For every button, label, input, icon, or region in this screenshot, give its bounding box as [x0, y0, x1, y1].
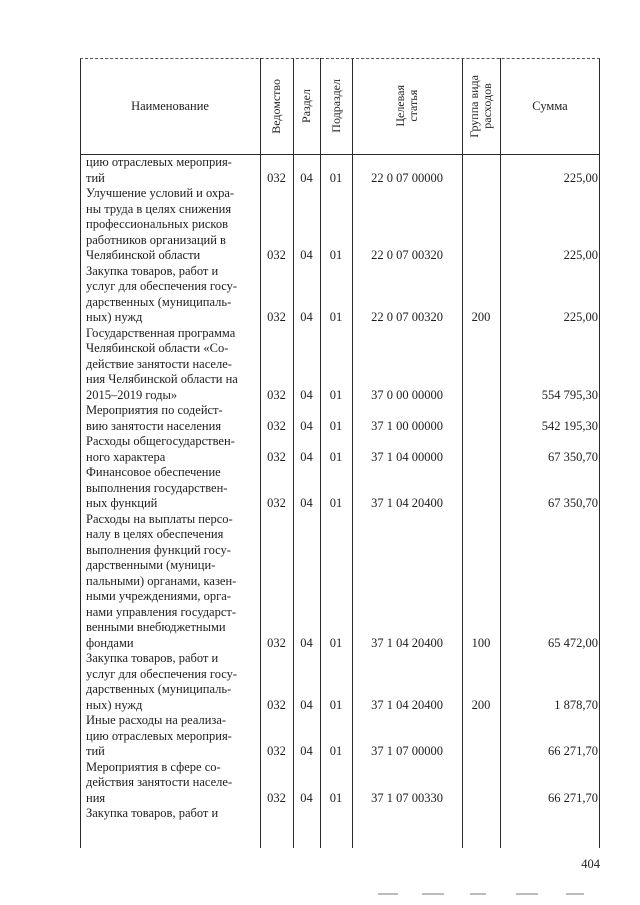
row-name-line: действие занятости населе-: [86, 356, 232, 371]
header-podrazdel: Подраздел: [328, 79, 343, 133]
summa-cell: 65 472,00: [548, 635, 598, 650]
table-row: [80, 713, 600, 760]
row-name-line: Челябинской области: [86, 248, 201, 262]
celevaya-statya-cell: 37 1 00 00000: [371, 418, 443, 433]
row-name: [86, 465, 258, 512]
row-name-line: ными учреждениями, орга-: [86, 589, 232, 603]
podrazdel-cell: 01: [329, 496, 343, 510]
row-name-line: ния Челябинской области на: [86, 372, 238, 386]
summa-cell: 67 350,70: [548, 496, 598, 510]
header-summa: Сумма: [532, 98, 568, 113]
scan-artifact: [516, 893, 538, 895]
razdel-cell: 04: [300, 496, 313, 510]
row-name-line: нами управления государст-: [86, 604, 237, 619]
celevaya-statya-cell: 22 0 07 00320: [371, 248, 443, 262]
celevaya-statya-cell: 37 1 04 20400: [371, 697, 443, 712]
razdel-cell: 04: [300, 635, 313, 650]
row-name-line: дарственными (муници-: [86, 558, 216, 572]
row-name-line: налу в целях обеспечения: [86, 527, 224, 541]
scan-artifact: [378, 893, 398, 895]
row-name-line: Закупка товаров, работ и: [86, 651, 219, 665]
vedomstvo-cell: 032: [267, 744, 286, 758]
row-name-line: работников организаций в: [86, 232, 226, 247]
vedomstvo-cell: 032: [267, 248, 286, 262]
row-name-line: Иные расходы на реализа-: [86, 713, 227, 727]
razdel-cell: 04: [300, 310, 313, 324]
podrazdel-cell: 01: [329, 449, 343, 464]
row-name-line: цию отраслевых мероприя-: [86, 728, 232, 743]
row-name-line: ных функций: [86, 496, 158, 510]
row-name-line: ны труда в целях снижения: [86, 201, 232, 216]
table-row: [80, 465, 600, 512]
celevaya-statya-cell: 37 1 04 20400: [371, 635, 443, 650]
razdel-cell: 04: [300, 790, 313, 805]
table-row: [80, 155, 600, 186]
razdel-cell: 04: [300, 744, 313, 758]
row-name-line: услуг для обеспечения госу-: [86, 666, 238, 681]
scan-artifact: [470, 893, 486, 895]
row-name-line: фондами: [86, 635, 134, 650]
table-row: [80, 651, 600, 713]
header-celevaya-statya: Целевая статья: [393, 85, 420, 127]
budget-table: [80, 58, 600, 848]
row-name-line: Закупка товаров, работ и: [86, 806, 219, 820]
gruppa-cell: 200: [471, 310, 491, 324]
row-name-line: ных) нужд: [86, 697, 143, 712]
row-name-line: действия занятости населе-: [86, 775, 233, 789]
vedomstvo-cell: 032: [267, 387, 286, 402]
table-row: [80, 806, 600, 822]
table-row: [80, 512, 600, 652]
row-name-line: цию отраслевых мероприя-: [86, 155, 232, 169]
row-name-line: Финансовое обеспечение: [86, 465, 221, 479]
vedomstvo-cell: 032: [267, 635, 286, 650]
podrazdel-cell: 01: [329, 387, 343, 402]
podrazdel-cell: 01: [329, 310, 343, 324]
vedomstvo-cell: 032: [267, 310, 286, 324]
table-row: [80, 186, 600, 264]
row-name-line: Расходы общегосударствен-: [86, 434, 235, 448]
podrazdel-cell: 01: [329, 635, 343, 650]
row-name: [86, 806, 258, 822]
vedomstvo-cell: 032: [267, 418, 286, 433]
page-number: 404: [581, 857, 600, 871]
row-name: [86, 713, 258, 760]
row-name-line: Мероприятия по содейст-: [86, 403, 223, 417]
row-name: [86, 512, 258, 652]
summa-cell: 67 350,70: [548, 449, 598, 464]
row-name-line: Челябинской области «Со-: [86, 341, 229, 355]
row-name: [86, 264, 258, 326]
razdel-cell: 04: [300, 170, 313, 185]
celevaya-statya-cell: 22 0 07 00000: [371, 170, 443, 185]
row-name-line: выполнения государствен-: [86, 480, 228, 495]
vedomstvo-cell: 032: [267, 449, 286, 464]
summa-cell: 554 795,30: [541, 387, 598, 402]
header-razdel: Раздел: [299, 89, 313, 123]
row-name: [86, 760, 258, 807]
summa-cell: 66 271,70: [548, 744, 598, 758]
celevaya-statya-cell: 37 1 07 00000: [371, 744, 443, 758]
table-row: [80, 326, 600, 404]
row-name: [86, 326, 258, 404]
row-name: [86, 403, 258, 434]
row-name-line: вию занятости населения: [86, 418, 222, 433]
summa-cell: 225,00: [563, 248, 598, 262]
row-name-line: дарственных (муниципаль-: [86, 682, 232, 696]
row-name-line: ных) нужд: [86, 310, 143, 324]
podrazdel-cell: 01: [329, 248, 343, 262]
row-name-line: дарственных (муниципаль-: [86, 294, 232, 309]
podrazdel-cell: 01: [329, 170, 343, 185]
header-vedomstvo: Ведомство: [269, 78, 283, 134]
row-name-line: Мероприятия в сфере со-: [86, 759, 221, 774]
razdel-cell: 04: [300, 387, 313, 402]
razdel-cell: 04: [300, 248, 313, 262]
celevaya-statya-cell: 37 1 07 00330: [371, 790, 443, 805]
row-name-line: пальными) органами, казен-: [86, 573, 237, 588]
razdel-cell: 04: [300, 418, 313, 433]
summa-cell: 225,00: [563, 310, 598, 324]
celevaya-statya-cell: 37 1 04 00000: [371, 449, 443, 464]
razdel-cell: 04: [300, 449, 313, 464]
row-name: [86, 186, 258, 264]
vedomstvo-cell: 032: [267, 697, 286, 712]
header-name: Наименование: [131, 98, 209, 113]
summa-cell: 542 195,30: [541, 418, 598, 433]
scan-artifact: [566, 893, 584, 895]
vedomstvo-cell: 032: [267, 170, 286, 185]
gruppa-cell: 100: [471, 635, 491, 650]
scan-artifact: [422, 893, 444, 895]
row-name-line: профессиональных рисков: [86, 217, 229, 231]
podrazdel-cell: 01: [329, 418, 343, 433]
podrazdel-cell: 01: [329, 790, 343, 805]
row-name-line: Улучшение условий и охра-: [86, 186, 235, 200]
row-name-line: услуг для обеспечения госу-: [86, 279, 238, 293]
table-row: [80, 760, 600, 807]
row-name-line: Государственная программа: [86, 325, 236, 340]
summa-cell: 225,00: [563, 170, 598, 185]
row-name-line: Расходы на выплаты персо-: [86, 511, 233, 526]
row-name-line: тий: [86, 744, 105, 758]
celevaya-statya-cell: 37 0 00 00000: [371, 387, 443, 402]
podrazdel-cell: 01: [329, 744, 343, 758]
row-name-line: венными внебюджетными: [86, 620, 226, 634]
gruppa-cell: 200: [471, 697, 491, 712]
row-name-line: 2015–2019 годы»: [86, 387, 178, 402]
podrazdel-cell: 01: [329, 697, 343, 712]
summa-cell: 1 878,70: [554, 697, 598, 712]
table-row: [80, 403, 600, 434]
row-name-line: тий: [86, 170, 105, 185]
table-row: [80, 264, 600, 326]
row-name-line: ния: [86, 790, 106, 805]
celevaya-statya-cell: 37 1 04 20400: [371, 496, 443, 510]
row-name-line: ного характера: [86, 449, 166, 464]
summa-cell: 66 271,70: [548, 790, 598, 805]
vedomstvo-cell: 032: [267, 496, 286, 510]
vedomstvo-cell: 032: [267, 790, 286, 805]
header-gruppa-vida-rashodov: Группа вида расходов: [467, 74, 494, 138]
table-row: [80, 434, 600, 465]
celevaya-statya-cell: 22 0 07 00320: [371, 310, 443, 324]
row-name-line: выполнения функций госу-: [86, 542, 231, 557]
row-name: [86, 155, 258, 186]
razdel-cell: 04: [300, 697, 313, 712]
row-name: [86, 651, 258, 713]
row-name-line: Закупка товаров, работ и: [86, 263, 219, 278]
row-name: [86, 434, 258, 465]
